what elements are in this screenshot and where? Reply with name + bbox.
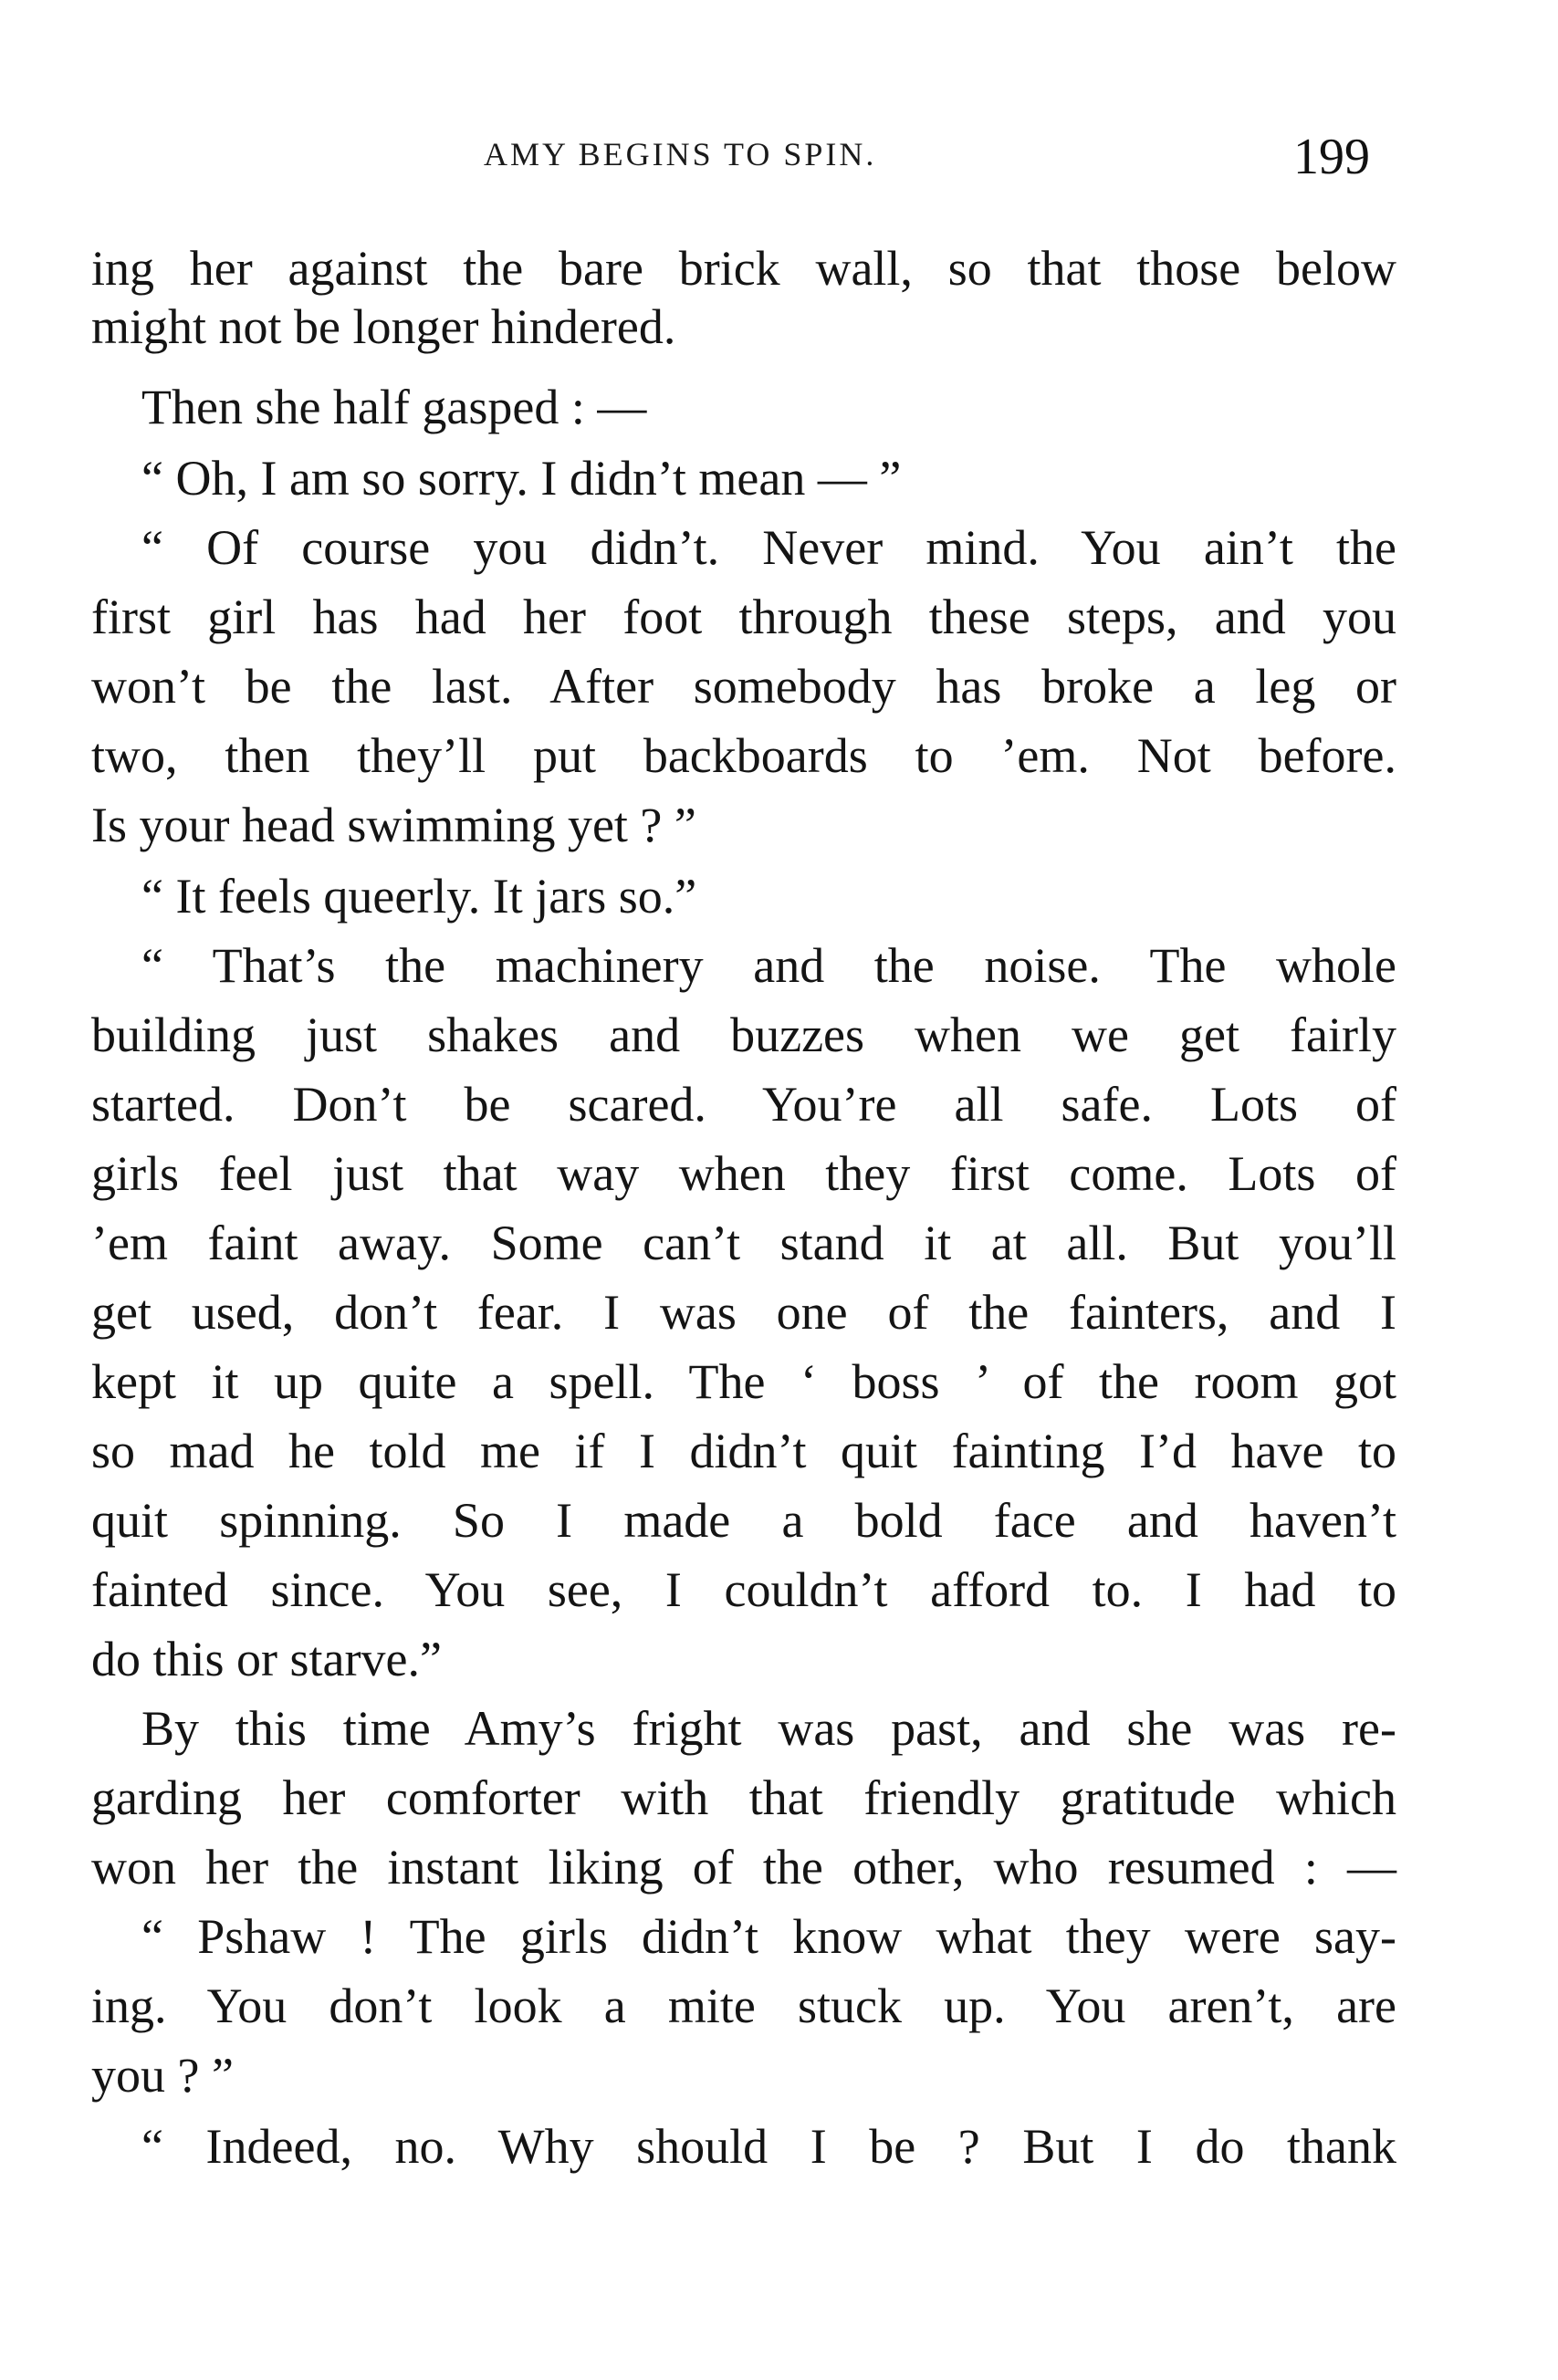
text-line: ing her against the bare brick wall, so that those below: [91, 241, 1396, 296]
text-line: ’em faint away. Some can’t stand it at all. But you’ll: [91, 1216, 1396, 1270]
text-line: Then she half gasped : —: [141, 380, 647, 434]
text-line: “ Pshaw ! The girls didn’t know what they were say-: [141, 1909, 1396, 1964]
text-line: started. Don’t be scared. You’re all safe. Lots of: [91, 1077, 1396, 1132]
text-line: first girl has had her foot through these steps, and you: [91, 590, 1396, 644]
text-line: so mad he told me if I didn’t quit fainting I’d have to: [91, 1424, 1396, 1478]
text-line: fainted since. You see, I couldn’t afford to. I had to: [91, 1562, 1396, 1617]
text-line: garding her comforter with that friendly gratitude which: [91, 1770, 1396, 1825]
text-line: ing. You don’t look a mite stuck up. You aren’t, are: [91, 1978, 1396, 2033]
text-line: you ? ”: [91, 2048, 234, 2103]
text-line: two, then they’ll put backboards to ’em. Not before.: [91, 728, 1396, 783]
text-line: Is your head swimming yet ? ”: [91, 798, 696, 852]
text-line: By this time Amy’s fright was past, and she was re-: [141, 1701, 1396, 1756]
text-line: building just shakes and buzzes when we get fairly: [91, 1007, 1396, 1062]
text-line: won’t be the last. After somebody has broke a leg or: [91, 659, 1396, 714]
text-line: girls feel just that way when they first come. Lots of: [91, 1146, 1396, 1201]
text-line: get used, don’t fear. I was one of the fainters, and I: [91, 1285, 1396, 1340]
text-line: won her the instant liking of the other, who resumed : —: [91, 1840, 1396, 1895]
running-title: AMY BEGINS TO SPIN.: [484, 136, 877, 172]
text-line: “ Indeed, no. Why should I be ? But I do thank: [141, 2119, 1396, 2174]
text-line: “ Of course you didn’t. Never mind. You ain’t the: [141, 520, 1396, 575]
text-line: quit spinning. So I made a bold face and haven’t: [91, 1493, 1396, 1548]
page-number: 199: [1293, 129, 1370, 185]
text-line: “ That’s the machinery and the noise. The whole: [141, 938, 1396, 993]
text-line: “ Oh, I am so sorry. I didn’t mean — ”: [141, 451, 902, 506]
text-line: might not be longer hindered.: [91, 299, 676, 354]
text-line: do this or starve.”: [91, 1632, 442, 1686]
text-line: “ It feels queerly. It jars so.”: [141, 869, 697, 924]
text-line: kept it up quite a spell. The ‘ boss ’ of the room got: [91, 1354, 1396, 1409]
